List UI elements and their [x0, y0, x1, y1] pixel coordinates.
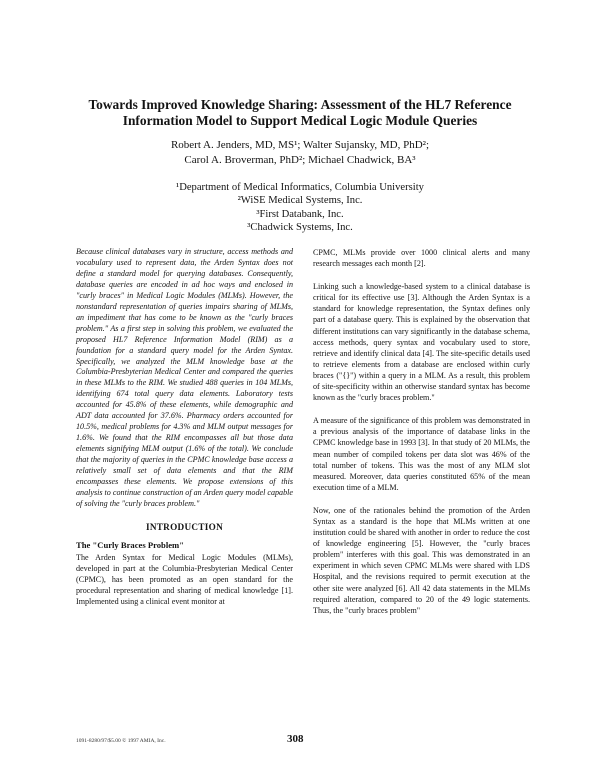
affiliation-columbia: ¹Department of Medical Informatics, Columbia University	[176, 182, 424, 193]
paper-title: Towards Improved Knowledge Sharing: Assessment of the HL7 Reference Information Model to Support Medical Logic Module Queries	[88, 97, 512, 128]
affiliation-first-databank: ³First Databank, Inc.	[256, 208, 344, 220]
body-paragraph: CPMC, MLMs provide over 1000 clinical alerts and many research messages each month [2].	[313, 248, 530, 269]
footer-copyright: 1091-8280/97/$5.00 © 1997 AMIA, Inc.	[76, 738, 166, 744]
affiliation-list	[60, 181, 540, 234]
abstract-text: Because clinical databases vary in structure, access methods and vocabulary used to represent data, the Arden Syntax does not define a standard model for querying databases. Consequently, database queries are encoded in ad hoc ways and enclosed in "curly braces" in Medical Logic Modules (MLMs). However, the nonstandard representation of queries impairs sharing of MLMs, an impediment that has come to be known as the "curly braces problem." As a first step in solving this problem, we evaluated the proposed HL7 Reference Information Model (RIM) as a foundation for a standard query model for the Arden Syntax. Specifically, we analyzed the MLM knowledge base at the Columbia-Presbyterian Medical Center and compared the queries in these MLMs to the RIM. We studied 488 queries in 104 MLMs, identifying 674 total query data elements. Laboratory tests accounted for 45.8% of these elements, while demographic and ADT data accounted for 37.6%. Pharmacy orders accounted for 10.5%, medical problems for 4.3% and MLM output messages for 1.6%. We found that the RIM encompasses all but those data elements signifying MLM output (1.6% of the total). We conclude that the majority of queries in the CPMC knowledge base access a relatively small set of data elements and that the RIM encompasses these elements. We propose extensions of this analysis to continue construction of an Arden query model capable of solving the "curly braces problem."	[76, 247, 293, 508]
body-paragraph: Linking such a knowledge-based system to a clinical database is critical for its effective use [3]. Although the Arden Syntax is a standard for knowledge representation, the Syntax defines only part of a database query. This is explained by the observation that different institutions can vary significantly in the database schema, access methods, query syntax and vocabulary used to store, retrieve and identify clinical data [4]. The site-specific details used to retrieve elements from a database are enclosed within curly braces ("{}") within a query in a MLM. As a result, this problem of site-specificity within an otherwise standard syntax has become known as the "curly braces problem."	[313, 282, 530, 403]
curly-braces-subheading: The "Curly Braces Problem"	[76, 539, 184, 550]
body-paragraph: Now, one of the rationales behind the promotion of the Arden Syntax as a standard is the hope that MLMs written at one institution could be shared with another in order to reduce the cost of knowledge engineering [5]. However, the "curly braces problem" interferes with this goal. This was demonstrated in an experiment in which seven CPMC MLMs were shared with LDS Hospital, and the revisions required to permit execution at the other site were analyzed [6]. All 42 data statements in the MLMs required alteration, compared to 20 of the 49 logic statements. Thus, the "curly braces problem"	[313, 505, 530, 615]
affiliation-chadwick: ³Chadwick Systems, Inc.	[247, 221, 353, 233]
authors-line-2: Carol A. Broverman, PhD²; Michael Chadwick, BA³	[184, 154, 416, 166]
introduction-heading: INTRODUCTION	[145, 521, 224, 532]
affiliation-wise: ²WiSE Medical Systems, Inc.	[237, 195, 363, 207]
right-column	[313, 247, 530, 628]
body-paragraph: A measure of the significance of this problem was demonstrated in a previous analysis of the importance of database links in the CPMC knowledge base in 1993 [3]. In that study of 20 MLMs, the mean number of compiled tokens per data slot was 46% of the total number of tokens. This was the most of any MLM slot measured. Moreover, data queries constituted 65% of the mean execution time of a MLM.	[313, 416, 530, 492]
page-number: 308	[287, 733, 304, 745]
author-list	[60, 138, 540, 168]
intro-paragraph: The Arden Syntax for Medical Logic Modules (MLMs), developed in part at the Columbia-Presbyterian Medical Center (CPMC), has been promoted as an open standard for the procedural representation and sharing of medical knowledge [1]. Implemented using a clinical event monitor at	[76, 552, 293, 607]
left-column	[76, 247, 293, 607]
authors-line-1: Robert A. Jenders, MD, MS¹; Walter Sujansky, MD, PhD²;	[170, 139, 430, 151]
